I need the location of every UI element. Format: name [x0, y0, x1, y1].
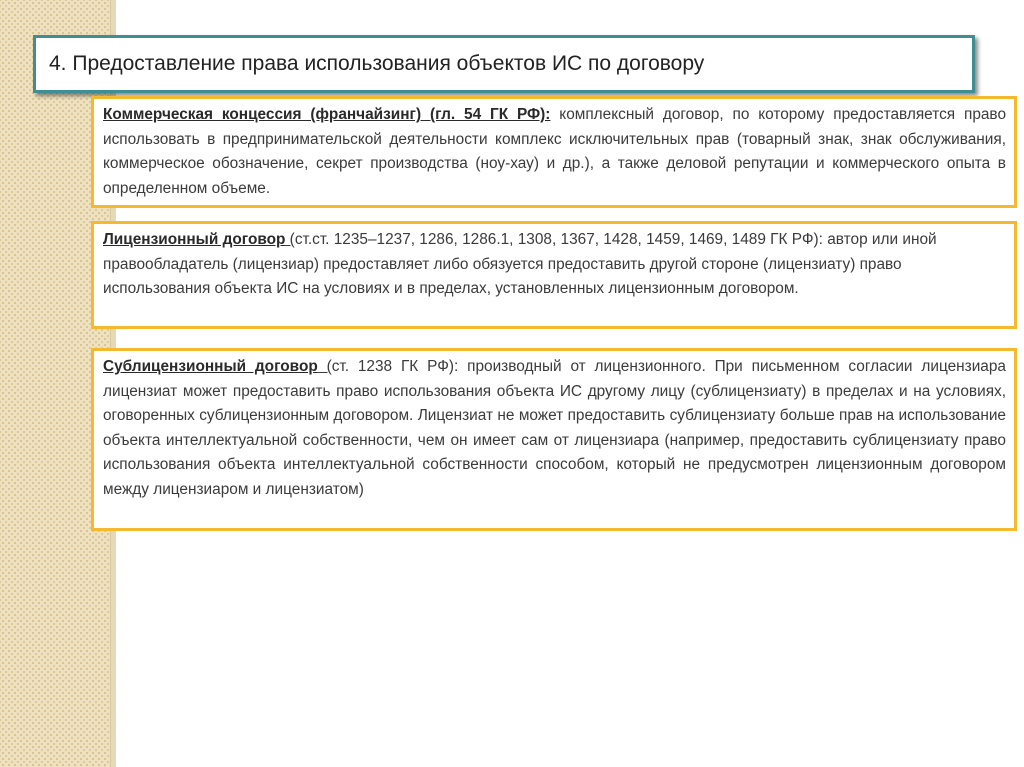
- sublicense-agreement-paren: (: [317, 358, 332, 375]
- license-agreement-definition: ст.ст. 1235–1237, 1286, 1286.1, 1308, 1367, 1428, 1459, 1469, 1489 ГК РФ): автор или иной правообладатель (лицензиар) предоставляет либо обязуется предоставить другой стороне (лицензиату) право использования объекта ИС на условиях и в пределах, установленных лицензионным договором.: [103, 231, 937, 297]
- license-agreement-paren: (: [285, 231, 295, 248]
- slide-title-box: [33, 35, 975, 93]
- license-agreement-box: [91, 221, 1017, 329]
- slide-title: 4. Предоставление права использования объектов ИС по договору: [49, 52, 705, 75]
- sublicense-agreement-box: [91, 348, 1017, 531]
- commercial-concession-definition: комплексный договор, по которому предоставляется право использовать в предпринимательской деятельности комплекс исключительных прав (товарный знак, знак обслуживания, коммерческое обозначение, секрет производства (ноу-хау) и др.), а также деловой репутации и коммерческого опыта в определенном объеме.: [103, 106, 1006, 197]
- sublicense-agreement-definition: ст. 1238 ГК РФ): производный от лицензионного. При письменном согласии лицензиара лицензиат может предоставить право использования объекта ИС другому лицу (сублицензиату) в пределах и на условиях, оговоренных сублицензионным договором. Лицензиат не может предоставить сублицензиату больше прав на использование объекта интеллектуальной собственности, чем он имеет сам от лицензиара (например, предоставить сублицензиату право использования объекта интеллектуальной собственности способом, который не предусмотрен лицензионным договором между лицензиаром и лицензиатом): [103, 358, 1006, 498]
- commercial-concession-box: [91, 96, 1017, 208]
- license-agreement-term: Лицензионный договор: [103, 231, 286, 248]
- commercial-concession-term: Коммерческая концессия (франчайзинг) (гл. 54 ГК РФ):: [103, 106, 551, 123]
- sublicense-agreement-term: Сублицензионный договор: [103, 358, 318, 375]
